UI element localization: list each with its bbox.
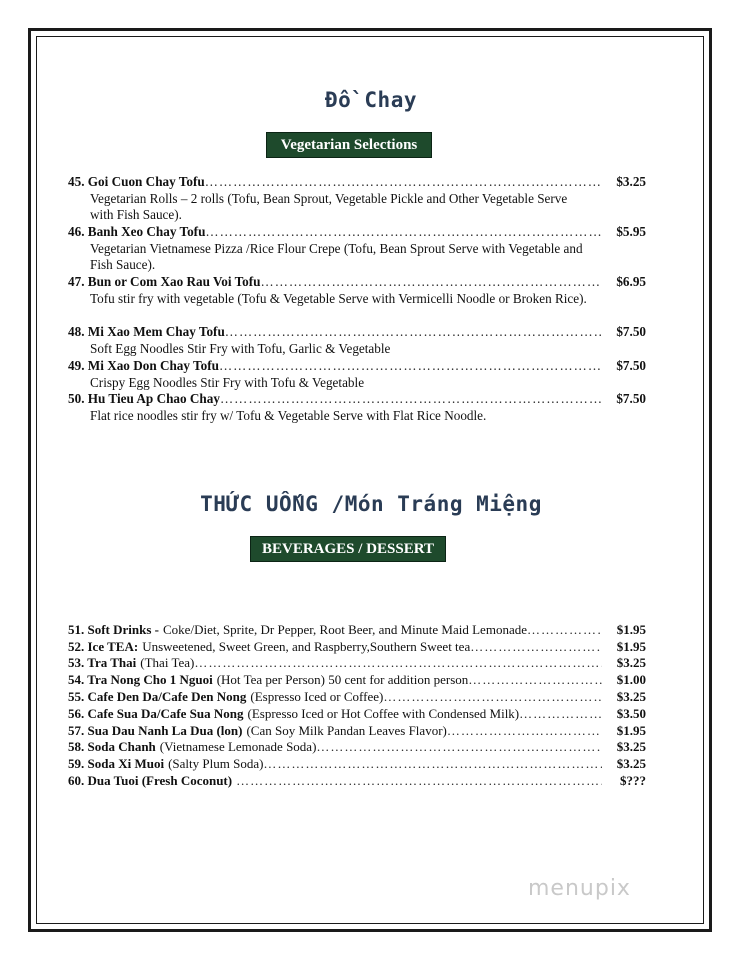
- bev-section-banner: BEVERAGES / DESSERT: [250, 536, 446, 562]
- menu-item: [68, 391, 646, 424]
- page-border-inner: [36, 36, 704, 924]
- item-name: 46. Banh Xeo Chay Tofu: [68, 224, 206, 239]
- item-detail: Unsweetened, Sweet Green, and Raspberry,Southern Sweet tea: [142, 639, 471, 654]
- leader-dots: [205, 174, 602, 191]
- beverage-row: [68, 655, 646, 672]
- item-detail: (Hot Tea per Person) 50 cent for addition person: [216, 672, 469, 687]
- item-price: $1.00: [616, 672, 646, 687]
- menu-item: [68, 174, 646, 224]
- item-name: 57. Sua Dau Nanh La Dua (lon): [68, 723, 243, 738]
- menu-item: [68, 274, 646, 307]
- watermark: menupix: [528, 876, 631, 901]
- leader-dots: [225, 324, 602, 341]
- beverage-row: [68, 739, 646, 756]
- leader-dots: [219, 358, 602, 375]
- item-price: $3.25: [616, 756, 646, 771]
- veg-section-banner: Vegetarian Selections: [266, 132, 432, 158]
- item-description: Crispy Egg Noodles Stir Fry with Tofu & Vegetable: [90, 374, 365, 390]
- leader-dots: [470, 639, 602, 656]
- item-name: 58. Soda Chanh: [68, 739, 156, 754]
- item-price: $6.95: [616, 274, 646, 289]
- leader-dots: [316, 739, 602, 756]
- item-price: $3.25: [616, 739, 646, 754]
- leader-dots: [236, 773, 602, 790]
- item-price: $1.95: [616, 639, 646, 654]
- item-name: 60. Dua Tuoi (Fresh Coconut): [68, 773, 233, 788]
- item-price: $3.25: [616, 174, 646, 189]
- item-detail: (Can Soy Milk Pandan Leaves Flavor): [246, 723, 447, 738]
- item-name: 56. Cafe Sua Da/Cafe Sua Nong: [68, 706, 244, 721]
- beverage-row: [68, 639, 646, 656]
- item-name: 50. Hu Tieu Ap Chao Chay: [68, 391, 220, 406]
- item-price: $3.25: [616, 655, 646, 670]
- item-price: $1.95: [616, 723, 646, 738]
- leader-dots: [194, 655, 602, 672]
- item-price: $7.50: [616, 324, 646, 339]
- item-detail: (Salty Plum Soda): [168, 756, 264, 771]
- item-detail: (Vietnamese Lemonade Soda): [159, 739, 317, 754]
- item-name: 55. Cafe Den Da/Cafe Den Nong: [68, 689, 247, 704]
- item-price: $3.25: [616, 689, 646, 704]
- item-description: Soft Egg Noodles Stir Fry with Tofu, Garlic & Vegetable: [90, 340, 391, 356]
- item-name: 49. Mi Xao Don Chay Tofu: [68, 358, 219, 373]
- item-name: 59. Soda Xi Muoi: [68, 756, 165, 771]
- beverage-row: [68, 723, 646, 740]
- item-detail: (Thai Tea): [140, 655, 195, 670]
- leader-dots: [261, 274, 603, 291]
- beverage-row: [68, 756, 646, 773]
- item-detail: (Espresso Iced or Coffee): [250, 689, 384, 704]
- leader-dots: [220, 391, 602, 408]
- leader-dots: [519, 706, 602, 723]
- leader-dots: [527, 622, 602, 639]
- menu-item: [68, 224, 646, 274]
- item-price: $7.50: [616, 391, 646, 406]
- item-detail: (Espresso Iced or Hot Coffee with Condensed Milk): [247, 706, 520, 721]
- item-price: $7.50: [616, 358, 646, 373]
- bev-section-title: THỨC UỐNG /Món Tráng Miệng: [200, 492, 542, 516]
- item-description: Vegetarian Rolls – 2 rolls (Tofu, Bean Sprout, Vegetable Pickle and Other Vegetable Serve with Fish Sauce).: [90, 190, 568, 222]
- item-name: 52. Ice TEA:: [68, 639, 139, 654]
- beverage-row: [68, 773, 646, 790]
- item-name: 51. Soft Drinks -: [68, 622, 160, 637]
- leader-dots: [447, 723, 602, 740]
- item-name: 54. Tra Nong Cho 1 Nguoi: [68, 672, 213, 687]
- item-detail: Coke/Diet, Sprite, Dr Pepper, Root Beer, and Minute Maid Lemonade: [163, 622, 527, 637]
- item-name: 48. Mi Xao Mem Chay Tofu: [68, 324, 225, 339]
- item-price: $5.95: [616, 224, 646, 239]
- item-name: 45. Goi Cuon Chay Tofu: [68, 174, 205, 189]
- beverage-row: [68, 706, 646, 723]
- item-price: $1.95: [616, 622, 646, 637]
- beverage-row: [68, 622, 646, 639]
- item-name: 47. Bun or Com Xao Rau Voi Tofu: [68, 274, 261, 289]
- leader-dots: [205, 224, 602, 241]
- item-description: Vegetarian Vietnamese Pizza /Rice Flour Crepe (Tofu, Bean Sprout Serve with Vegetable and Fish Sauce).: [90, 240, 583, 272]
- menu-item: [68, 358, 646, 391]
- veg-section-title: Đồ Chay: [324, 88, 417, 112]
- item-description: Flat rice noodles stir fry w/ Tofu & Vegetable Serve with Flat Rice Noodle.: [90, 407, 487, 423]
- item-price: $3.50: [616, 706, 646, 721]
- leader-dots: [263, 756, 602, 773]
- item-description: Tofu stir fry with vegetable (Tofu & Vegetable Serve with Vermicelli Noodle or Broken Rice).: [90, 290, 587, 306]
- leader-dots: [383, 689, 602, 706]
- beverage-row: [68, 672, 646, 689]
- item-price: $???: [620, 773, 646, 788]
- beverage-row: [68, 689, 646, 706]
- item-name: 53. Tra Thai: [68, 655, 137, 670]
- leader-dots: [468, 672, 602, 689]
- menu-item: [68, 324, 646, 357]
